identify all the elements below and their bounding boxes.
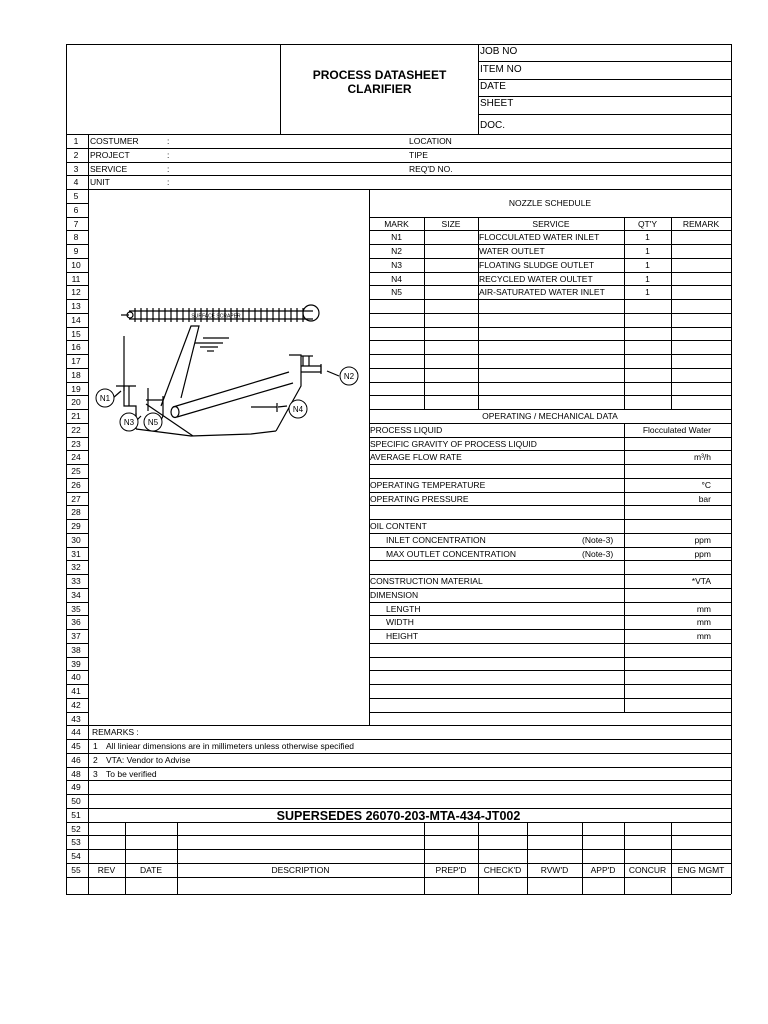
grid-line (369, 505, 731, 506)
operating-value: m³/h (694, 452, 711, 463)
revision-col-header: RVW'D (540, 864, 569, 875)
grid-line (671, 217, 672, 410)
general-right-label: TIPE (409, 149, 428, 160)
grid-line (66, 134, 731, 135)
grid-line (731, 44, 732, 894)
general-label: COSTUMER (90, 136, 139, 146)
grid-line (66, 877, 731, 878)
inlet-channel (161, 326, 199, 406)
revision-col-header: PREP'D (435, 864, 467, 875)
line-number: 25 (71, 466, 81, 476)
operating-value: mm (696, 603, 711, 614)
svg-text:N5: N5 (147, 418, 159, 427)
grid-line (66, 217, 88, 218)
grid-line (66, 574, 88, 575)
revision-col-header: ENG MGMT (677, 864, 725, 875)
remark-text: VTA: Vendor to Advise (106, 754, 191, 765)
nozzle-col-header: QT'Y (637, 218, 658, 229)
grid-line (66, 478, 88, 479)
grid-line (478, 79, 731, 80)
operating-label: WIDTH (386, 617, 414, 628)
grid-line (66, 670, 88, 671)
line-number: 54 (71, 851, 81, 861)
grid-line (671, 822, 672, 895)
grid-line (369, 189, 731, 190)
grid-line (527, 822, 528, 895)
nozzle-service: WATER OUTLET (479, 246, 545, 256)
line-number: 34 (71, 589, 81, 600)
grid-line (66, 423, 88, 424)
line-number: 26 (71, 479, 81, 490)
nozzle-mark: N3 (391, 259, 402, 270)
grid-line (66, 863, 731, 864)
operating-label: HEIGHT (386, 631, 419, 641)
operating-value: Flocculated Water (642, 424, 711, 435)
grid-line (66, 285, 88, 286)
grid-line (66, 643, 88, 644)
grid-line (369, 560, 731, 561)
grid-line (66, 794, 731, 795)
line-number: 24 (71, 452, 81, 463)
line-number: 48 (71, 768, 81, 779)
grid-line (66, 767, 731, 768)
line-number: 14 (71, 314, 81, 325)
operating-value: °C (701, 479, 711, 490)
svg-text:N1: N1 (99, 394, 111, 403)
line-number: 43 (71, 713, 81, 724)
grid-line (66, 808, 731, 809)
grid-line (478, 61, 731, 62)
revision-col-header: REV (97, 864, 116, 875)
meta-label-3: SHEET (480, 98, 514, 109)
line-number: 42 (71, 699, 81, 710)
remark-no: 1 (93, 741, 98, 751)
grid-line (66, 382, 88, 383)
remark-no: 3 (93, 768, 98, 779)
operating-label: OPERATING PRESSURE (370, 493, 469, 504)
grid-line (369, 409, 731, 410)
line-number: 23 (71, 438, 81, 449)
line-number: 2 (73, 149, 79, 160)
grid-line (66, 409, 88, 410)
outlet-pipe (301, 366, 321, 372)
line-number: 22 (71, 424, 81, 435)
grid-line (66, 698, 88, 699)
grid-line (369, 478, 731, 479)
grid-line (478, 114, 731, 115)
general-label: PROJECT (90, 149, 130, 160)
clarifier-sketch (91, 286, 361, 446)
line-number: 12 (71, 287, 81, 298)
grid-line (66, 464, 88, 465)
grid-line (66, 560, 88, 561)
grid-line (88, 134, 89, 894)
grid-line (66, 835, 731, 836)
grid-line (66, 533, 88, 534)
operating-value: ppm (694, 548, 711, 559)
grid-line (66, 725, 731, 726)
grid-line (125, 822, 126, 895)
grid-line (66, 629, 88, 630)
line-number: 30 (71, 534, 81, 545)
grid-line (66, 313, 88, 314)
grid-line (369, 450, 731, 451)
line-number: 28 (71, 507, 81, 518)
grid-line (369, 547, 731, 548)
line-number: 20 (71, 397, 81, 408)
svg-text:N3: N3 (123, 418, 135, 427)
grid-line (369, 629, 731, 630)
nozzle-service: FLOCCULATED WATER INLET (479, 232, 600, 243)
grid-line (66, 602, 88, 603)
line-number: 35 (71, 603, 81, 614)
nozzle-tag-n2 (340, 367, 358, 385)
grid-line (66, 327, 88, 328)
nozzle-tag-n5 (144, 413, 162, 431)
line-number: 33 (71, 576, 81, 586)
nozzle-col-header: MARK (384, 218, 409, 229)
line-number: 53 (71, 837, 81, 848)
grid-line (478, 44, 479, 134)
line-number: 41 (71, 686, 81, 696)
line-number: 3 (73, 163, 79, 174)
line-number: 51 (71, 809, 81, 820)
grid-line (66, 354, 88, 355)
grid-line (66, 272, 88, 273)
line-number: 4 (73, 177, 79, 188)
revision-col-header: CHECK'D (483, 864, 522, 875)
operating-value: mm (696, 617, 711, 628)
nozzle-qty: 1 (645, 232, 650, 243)
title-line-1: PROCESS DATASHEET (312, 68, 447, 82)
operating-label: MAX OUTLET CONCENTRATION (386, 548, 517, 559)
general-sep: : (167, 136, 170, 146)
operating-note: (Note-3) (582, 548, 614, 559)
grid-line (66, 44, 731, 45)
grid-line (66, 299, 88, 300)
line-number: 39 (71, 658, 81, 669)
general-label: UNIT (90, 177, 110, 188)
grid-line (369, 533, 731, 534)
grid-line (424, 822, 425, 895)
meta-label-2: DATE (480, 81, 506, 92)
operating-label: DIMENSION (370, 589, 419, 600)
nozzle-mark: N4 (391, 273, 402, 284)
general-sep: : (167, 149, 170, 160)
grid-line (66, 849, 731, 850)
nozzle-mark: N1 (391, 232, 402, 243)
grid-line (478, 822, 479, 895)
grid-line (66, 244, 88, 245)
line-number: 15 (71, 328, 81, 339)
grid-line (66, 519, 88, 520)
line-number: 21 (71, 411, 81, 421)
operating-label: CONSTRUCTION MATERIAL (370, 576, 483, 586)
meta-label-1: ITEM NO (480, 64, 522, 75)
grid-line (369, 602, 731, 603)
line-number: 1 (73, 136, 79, 146)
grid-line (66, 894, 731, 895)
grid-line (478, 96, 731, 97)
grid-line (66, 395, 88, 396)
line-number: 11 (71, 273, 81, 284)
nozzle-service: AIR-SATURATED WATER INLET (479, 287, 605, 298)
nozzle-tag-n4 (289, 400, 307, 418)
grid-line (624, 822, 625, 895)
grid-line (624, 423, 625, 712)
line-number: 16 (71, 342, 81, 353)
line-number: 36 (71, 617, 81, 628)
grid-line (66, 684, 88, 685)
grid-line (66, 780, 731, 781)
grid-line (369, 684, 731, 685)
title-line-2: CLARIFIER (347, 82, 412, 96)
meta-label-4: DOC. (480, 120, 505, 131)
line-number: 18 (71, 369, 81, 380)
line-number: 31 (71, 548, 81, 559)
nozzle-tag-n1 (96, 389, 114, 407)
grid-line (369, 574, 731, 575)
operating-label: LENGTH (386, 603, 421, 614)
grid-line (369, 464, 731, 465)
line-number: 38 (71, 644, 81, 655)
grid-line (369, 437, 731, 438)
general-right-label: REQ'D NO. (409, 163, 453, 174)
grid-line (369, 657, 731, 658)
line-number: 10 (71, 259, 81, 270)
grid-line (66, 148, 731, 149)
nozzle-qty: 1 (645, 246, 650, 256)
grid-line (66, 547, 88, 548)
grid-line (66, 712, 88, 713)
grid-line (66, 615, 88, 616)
grid-line (66, 368, 88, 369)
operating-note: (Note-3) (582, 534, 614, 545)
grid-line (369, 492, 731, 493)
grid-line (369, 643, 731, 644)
nozzle-col-header: SIZE (441, 218, 461, 229)
line-number: 45 (71, 741, 81, 751)
grid-line (66, 437, 88, 438)
svg-text:N2: N2 (343, 372, 355, 381)
grid-line (66, 739, 731, 740)
grid-line (66, 203, 88, 204)
line-number: 44 (71, 727, 81, 738)
grid-line (582, 822, 583, 895)
recycle-pipe-end (171, 407, 179, 418)
line-number: 17 (71, 356, 81, 366)
grid-line (66, 450, 88, 451)
grid-line (369, 698, 731, 699)
line-number: 49 (71, 782, 81, 793)
grid-line (369, 423, 731, 424)
operating-label: OPERATING TEMPERATURE (370, 479, 486, 490)
revision-col-header: CONCUR (628, 864, 667, 875)
grid-line (369, 588, 731, 589)
supersedes-note: SUPERSEDES 26070-203-MTA-434-JT002 (276, 809, 521, 823)
grid-line (624, 217, 625, 410)
nozzle-col-header: SERVICE (532, 218, 570, 229)
grid-line (66, 258, 88, 259)
nozzle-qty: 1 (645, 287, 650, 298)
nozzle-service: FLOATING SLUDGE OUTLET (479, 259, 595, 270)
general-sep: : (167, 163, 170, 174)
grid-line (66, 657, 88, 658)
line-number: 50 (71, 796, 81, 806)
revision-col-header: DESCRIPTION (271, 864, 330, 875)
remark-text: All liniear dimensions are in millimeters unless otherwise specified (106, 741, 355, 751)
nozzle-tag-n3 (120, 413, 138, 431)
grid-line (369, 670, 731, 671)
grid-line (66, 230, 88, 231)
grid-line (369, 615, 731, 616)
grid-line (424, 217, 425, 410)
general-right-label: LOCATION (409, 136, 452, 146)
operating-value: ppm (694, 534, 711, 545)
line-number: 29 (71, 521, 81, 531)
line-number: 52 (71, 823, 81, 834)
line-number: 13 (71, 301, 81, 311)
grid-line (66, 340, 88, 341)
nozzle-qty: 1 (645, 273, 650, 284)
line-number: 27 (71, 493, 81, 504)
grid-line (66, 588, 88, 589)
nozzle-mark: N2 (391, 246, 402, 256)
scraper-label: SURFACE SCRAPER (191, 313, 241, 320)
line-number: 37 (71, 631, 81, 641)
operating-label: SPECIFIC GRAVITY OF PROCESS LIQUID (370, 438, 537, 449)
operating-label: PROCESS LIQUID (370, 424, 443, 435)
grid-line (66, 162, 731, 163)
grid-line (177, 822, 178, 895)
line-number: 5 (73, 191, 79, 201)
grid-line (369, 519, 731, 520)
remarks-title: REMARKS : (92, 727, 139, 738)
grid-line (280, 44, 281, 134)
meta-label-0: JOB NO (480, 46, 518, 57)
nozzle-schedule-title: NOZZLE SCHEDULE (508, 198, 592, 208)
tank-right-wall (276, 355, 301, 431)
operating-label: AVERAGE FLOW RATE (370, 452, 462, 463)
general-label: SERVICE (90, 163, 128, 174)
remark-no: 2 (93, 754, 98, 765)
operating-value: *VTA (691, 576, 711, 586)
line-number: 40 (71, 672, 81, 683)
grid-line (66, 753, 731, 754)
line-number: 55 (71, 864, 81, 875)
line-number: 46 (71, 754, 81, 765)
nozzle-col-header: REMARK (682, 218, 720, 229)
operating-title: OPERATING / MECHANICAL DATA (482, 411, 618, 421)
operating-value: mm (696, 631, 711, 641)
grid-line (66, 505, 88, 506)
revision-col-header: DATE (139, 864, 163, 875)
line-number: 32 (71, 562, 81, 573)
nozzle-mark: N5 (391, 287, 402, 298)
line-number: 19 (71, 383, 81, 394)
remark-text: To be verified (106, 768, 157, 779)
line-number: 7 (73, 218, 79, 229)
grid-line (369, 712, 731, 713)
line-number: 8 (73, 232, 79, 243)
nozzle-service: RECYCLED WATER OULTET (479, 273, 593, 284)
line-number: 9 (73, 246, 79, 256)
grid-line (66, 175, 731, 176)
nozzle-qty: 1 (645, 259, 650, 270)
operating-label: INLET CONCENTRATION (386, 534, 486, 545)
datasheet (66, 44, 731, 894)
operating-label: OIL CONTENT (370, 521, 427, 531)
operating-value: bar (698, 493, 711, 504)
revision-col-header: APP'D (590, 864, 616, 875)
general-sep: : (167, 177, 170, 188)
grid-line (66, 822, 731, 823)
svg-text:N4: N4 (292, 405, 304, 414)
line-number: 6 (73, 204, 79, 215)
grid-line (66, 492, 88, 493)
